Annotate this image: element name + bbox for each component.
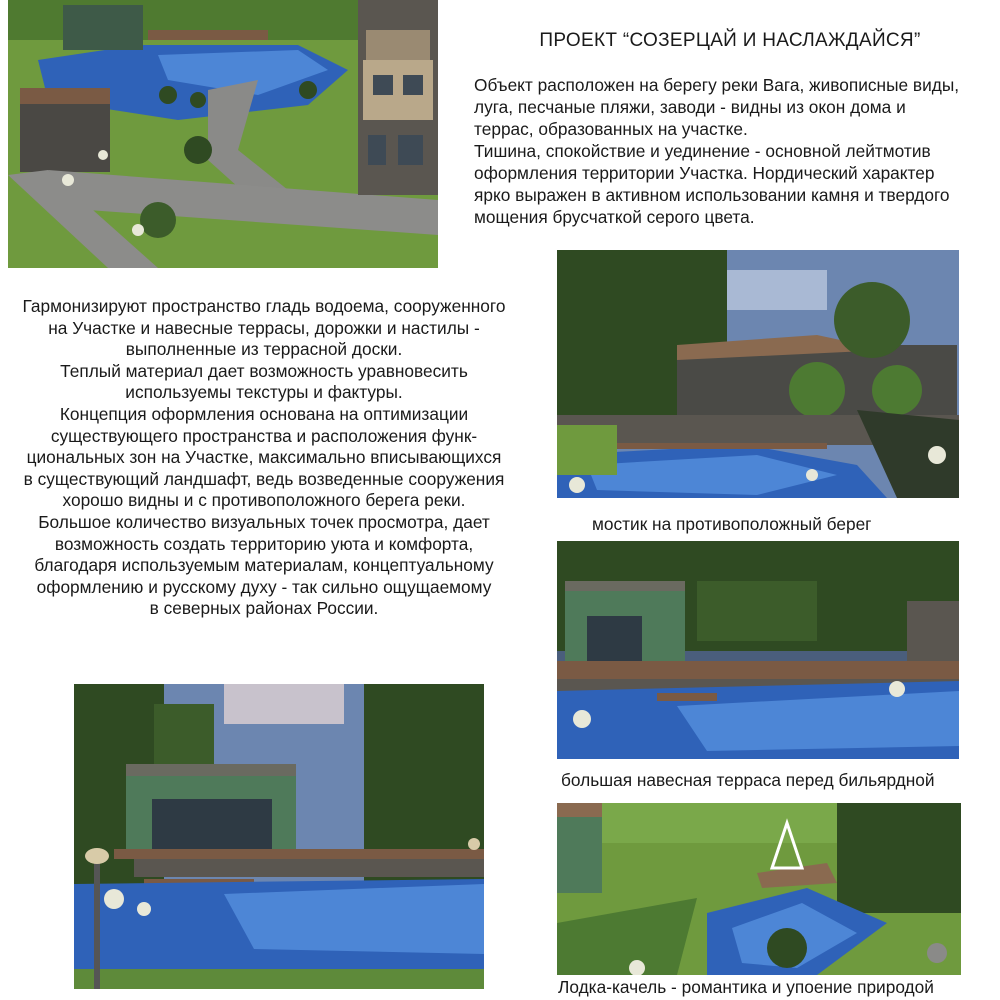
concept-text (0, 296, 528, 620)
intro-line: оформления территории Участка. Нордический характер (474, 163, 935, 183)
concept-line: в северных районах России. (149, 598, 379, 619)
intro-line: Тишина, спокойствие и уединение - основной лейтмотив (474, 141, 931, 161)
concept-line: выполненные из террасной доски. (125, 339, 403, 360)
concept-line: Теплый материал дает возможность уравновесить (60, 360, 468, 381)
concept-line: циональных зон на Участке, максимально вписывающихся (26, 447, 502, 468)
intro-text (474, 74, 1000, 228)
site-aerial-render (8, 0, 438, 268)
concept-line: используемы текстуры и фактуры. (125, 382, 403, 403)
concept-line: благодаря используемым материалам, концептуальному (34, 555, 494, 576)
pond-pavilion-render (74, 684, 484, 989)
intro-line: Объект расположен на берегу реки Вага, живописные виды, (474, 75, 960, 95)
concept-line: хорошо видны и с противоположного берега реки. (62, 490, 466, 511)
intro-line: мощения брусчаткой серого цвета. (474, 207, 755, 227)
caption-terrace: большая навесная терраса перед бильярдной (561, 770, 935, 790)
boat-swing-render (557, 803, 961, 975)
concept-line: на Участке и навесные террасы, дорожки и настилы - (48, 317, 480, 338)
terrace-render (557, 541, 959, 759)
concept-line: Гармонизируют пространство гладь водоема, сооруженного (22, 296, 506, 316)
concept-line: существующего пространства и расположения функ- (50, 425, 478, 446)
page-title: ПРОЕКТ “СОЗЕРЦАЙ И НАСЛАЖДАЙСЯ” (539, 30, 921, 51)
concept-line: Концепция оформления основана на оптимизации (59, 403, 469, 424)
intro-line: террас, образованных на участке. (474, 119, 748, 139)
concept-line: оформлению и русскому духу - так сильно ощущаемому (36, 576, 492, 597)
caption-bridge: мостик на противоположный берег (592, 514, 872, 534)
concept-line: Большое количество визуальных точек просмотра, дает (38, 511, 490, 532)
concept-line: в существующий ландшафт, ведь возведенные сооружения (23, 468, 505, 489)
intro-line: луга, песчаные пляжи, заводи - видны из окон дома и (474, 97, 906, 117)
concept-line: возможность создать территорию уюта и комфорта, (54, 533, 474, 554)
bridge-render (557, 250, 959, 498)
caption-boat-swing: Лодка-качель - романтика и упоение природой (558, 977, 934, 997)
intro-line: ярко выражен в активном использовании камня и твердого (474, 185, 950, 205)
